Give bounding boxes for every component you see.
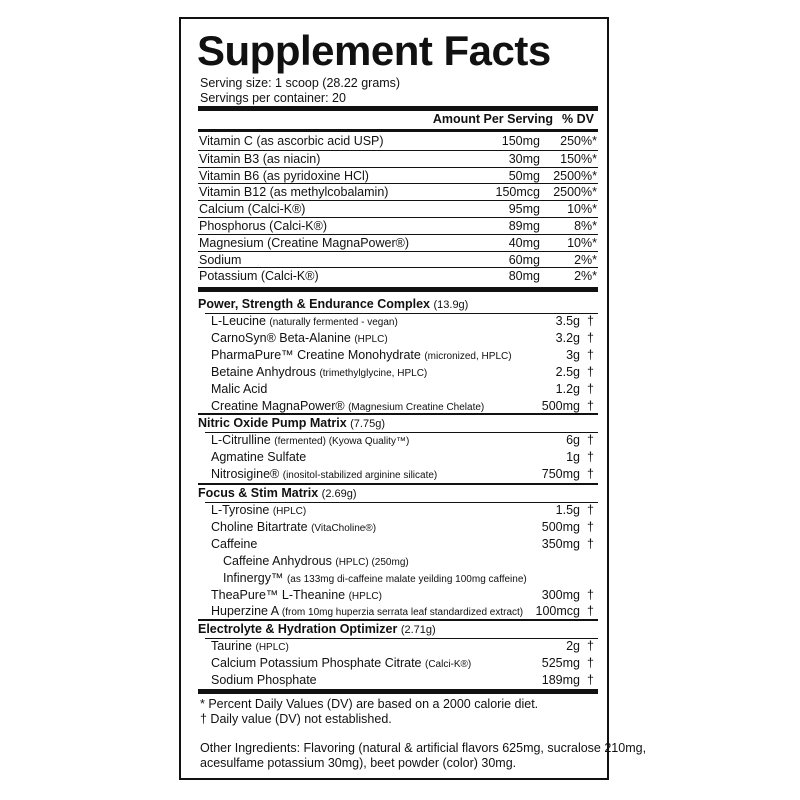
- ingredient-name: [223, 553, 409, 571]
- nutrient-dv: 10%*: [567, 235, 597, 250]
- nutrient-name: Vitamin B12 (as methylcobalamin): [199, 185, 389, 200]
- section-weight: (2.69g): [321, 488, 357, 500]
- ingredient-row: [205, 587, 598, 604]
- ingredient-name: [211, 638, 289, 656]
- ingredient-note: (fermented) (Kyowa Quality™): [274, 436, 410, 447]
- nutrient-name: Vitamin B6 (as pyridoxine HCl): [199, 168, 369, 183]
- servings-per-container: Servings per container: 20: [200, 91, 346, 105]
- label-title: Supplement Facts: [197, 27, 551, 74]
- nutrient-row: [198, 217, 598, 234]
- nutrient-dv: 8%*: [574, 219, 597, 233]
- ingredient-name: [211, 330, 388, 348]
- nutrient-dv: 10%*: [567, 202, 597, 217]
- nutrient-amount: 50mg: [508, 168, 540, 183]
- ingredient-note: (from 10mg huperzia serrata leaf standardized extract): [281, 607, 524, 619]
- ingredient-dv: †: [587, 503, 594, 517]
- nutrient-row: [198, 267, 598, 284]
- nutrient-dv: 2500%*: [553, 185, 597, 200]
- ingredient-row: [205, 381, 598, 398]
- ingredient-row: [205, 672, 598, 689]
- ingredient-note: (micronized, HPLC): [424, 350, 512, 362]
- thick-divider-vitamins: [198, 287, 598, 292]
- nutrient-row: [198, 133, 598, 150]
- nutrient-amount: 150mcg: [495, 185, 540, 200]
- section-heading: [198, 484, 598, 502]
- section-weight: (2.71g): [400, 624, 436, 636]
- ingredient-dv: †: [587, 314, 594, 328]
- ingredient-label: L-Tyrosine: [211, 503, 270, 517]
- ingredient-amount: 750mg: [541, 466, 580, 481]
- nutrient-amount: 80mg: [508, 269, 540, 284]
- ingredient-amount: 2.5g: [555, 364, 580, 379]
- ingredient-dv: †: [587, 655, 594, 670]
- dv-header: % DV: [562, 112, 594, 126]
- ingredient-note: (naturally fermented - vegan): [269, 317, 398, 328]
- section-weight: (7.75g): [350, 418, 385, 430]
- ingredient-dv: †: [587, 433, 594, 447]
- ingredient-dv: †: [587, 381, 594, 396]
- ingredient-row: [205, 502, 598, 519]
- ingredient-label: L-Leucine: [211, 314, 266, 328]
- ingredient-note: (HPLC): [348, 590, 382, 602]
- section-heading: [198, 295, 598, 313]
- ingredient-name: [223, 570, 527, 588]
- nutrient-name: Sodium: [199, 252, 242, 267]
- nutrient-amount: 89mg: [508, 219, 540, 233]
- column-header: [198, 112, 598, 129]
- ingredient-amount: 1g: [566, 449, 580, 464]
- ingredient-note: (Calci-K®): [425, 658, 472, 670]
- ingredient-amount: 3.2g: [555, 330, 580, 345]
- ingredient-note: (HPLC): [354, 333, 388, 345]
- ingredient-row: [205, 655, 598, 672]
- ingredient-dv: †: [587, 587, 594, 602]
- ingredient-note: (inositol-stabilized arginine silicate): [282, 469, 438, 481]
- ingredient-label: Malic Acid: [211, 381, 268, 396]
- ingredient-label: Nitrosigine®: [211, 466, 280, 481]
- ingredient-dv: †: [587, 604, 594, 619]
- ingredient-row: [205, 466, 598, 483]
- ingredient-label: Caffeine Anhydrous: [223, 553, 332, 568]
- ingredient-amount: 2g: [566, 639, 580, 653]
- ingredient-label: Caffeine: [211, 536, 258, 551]
- ingredient-row: [205, 398, 598, 415]
- ingredient-row: [205, 313, 598, 330]
- ingredient-label: Creatine MagnaPower®: [211, 398, 345, 413]
- ingredient-label: Sodium Phosphate: [211, 672, 317, 687]
- ingredient-row: [205, 432, 598, 449]
- nutrient-dv: 150%*: [560, 151, 597, 166]
- ingredient-amount: 500mg: [541, 519, 580, 534]
- nutrient-name: Calcium (Calci-K®): [199, 202, 306, 217]
- ingredient-note: (trimethylglycine, HPLC): [319, 367, 428, 379]
- ingredient-label: L-Citrulline: [211, 433, 271, 447]
- section-name: Focus & Stim Matrix: [198, 486, 319, 500]
- other-ingredients-line-2: acesulfame potassium 30mg), beet powder (color) 30mg.: [200, 756, 517, 770]
- thick-divider-bottom: [198, 689, 598, 694]
- footnote-dagger: † Daily value (DV) not established.: [200, 712, 392, 726]
- ingredient-label: Calcium Potassium Phosphate Citrate: [211, 655, 422, 670]
- ingredient-dv: †: [587, 536, 594, 551]
- ingredient-dv: †: [587, 330, 594, 345]
- ingredient-amount: 300mg: [541, 587, 580, 602]
- ingredient-amount: 350mg: [541, 536, 580, 551]
- ingredient-note: (as 133mg di-caffeine malate yeilding 100mg caffeine): [286, 573, 527, 585]
- section-heading: [198, 620, 598, 638]
- ingredient-name: [211, 655, 471, 673]
- ingredient-row: [205, 638, 598, 655]
- ingredient-dv: †: [587, 466, 594, 481]
- ingredient-row: [205, 553, 598, 570]
- ingredient-label: Infinergy™: [223, 570, 284, 585]
- nutrient-name: Vitamin C (as ascorbic acid USP): [199, 134, 384, 148]
- thick-divider-top: [198, 106, 598, 111]
- ingredient-dv: †: [587, 672, 594, 687]
- ingredient-name: [211, 381, 267, 399]
- section-name: Nitric Oxide Pump Matrix: [198, 416, 347, 430]
- nutrient-row: [198, 234, 598, 251]
- nutrient-dv: 250%*: [560, 134, 597, 148]
- footnote-dv: * Percent Daily Values (DV) are based on a 2000 calorie diet.: [200, 697, 539, 711]
- nutrient-row: [198, 167, 598, 184]
- other-ingredients-line-1: Other Ingredients: Flavoring (natural & artificial flavors 625mg, sucralose 210mg,: [200, 741, 647, 755]
- ingredient-name: [211, 466, 437, 484]
- nutrient-amount: 40mg: [508, 235, 540, 250]
- ingredient-label: Agmatine Sulfate: [211, 449, 307, 464]
- ingredient-label: CarnoSyn® Beta-Alanine: [211, 330, 351, 345]
- serving-size: Serving size: 1 scoop (28.22 grams): [200, 76, 401, 90]
- ingredient-amount: 1.5g: [555, 503, 580, 517]
- ingredient-row: [205, 570, 598, 587]
- ingredient-name: [211, 536, 257, 554]
- nutrient-row: [198, 150, 598, 167]
- ingredient-note: (HPLC): [255, 642, 289, 653]
- ingredient-name: [211, 502, 306, 520]
- ingredient-row: [205, 347, 598, 364]
- ingredient-name: [211, 432, 409, 450]
- nutrient-dv: 2500%*: [553, 168, 597, 183]
- ingredient-amount: 3.5g: [555, 314, 580, 328]
- ingredient-name: [211, 364, 427, 382]
- ingredient-name: [211, 519, 376, 537]
- nutrient-amount: 150mg: [501, 134, 540, 148]
- ingredient-dv: †: [587, 449, 594, 464]
- ingredient-dv: †: [587, 364, 594, 379]
- ingredient-amount: 100mcg: [535, 604, 580, 619]
- ingredient-amount: 6g: [566, 433, 580, 447]
- ingredient-label: Betaine Anhydrous: [211, 364, 316, 379]
- ingredient-amount: 3g: [566, 347, 580, 362]
- ingredient-name: [211, 313, 398, 331]
- section-weight: (13.9g): [433, 299, 469, 311]
- amount-per-serving-header: Amount Per Serving: [432, 112, 553, 126]
- ingredient-name: [211, 449, 306, 467]
- nutrient-name: Vitamin B3 (as niacin): [199, 151, 321, 166]
- ingredient-label: Choline Bitartrate: [211, 519, 308, 534]
- ingredient-dv: †: [587, 398, 594, 413]
- ingredient-note: (Magnesium Creatine Chelate): [348, 401, 485, 413]
- ingredient-amount: 189mg: [541, 672, 580, 687]
- ingredient-note: (HPLC) (250mg): [335, 556, 409, 568]
- nutrient-row: [198, 200, 598, 217]
- nutrient-row: [198, 251, 598, 268]
- ingredient-note: (VitaCholine®): [311, 522, 377, 534]
- ingredient-label: Huperzine A: [211, 604, 279, 619]
- nutrient-dv: 2%*: [574, 269, 597, 284]
- ingredient-label: Taurine: [211, 639, 252, 653]
- ingredient-name: [211, 587, 382, 605]
- nutrient-name: Magnesium (Creatine MagnaPower®): [199, 235, 409, 250]
- ingredient-name: [211, 672, 317, 690]
- ingredient-name: [211, 347, 512, 365]
- nutrient-name: Potassium (Calci-K®): [199, 269, 319, 284]
- nutrient-amount: 60mg: [508, 252, 540, 267]
- section-heading: [198, 414, 598, 432]
- ingredient-note: (HPLC): [272, 506, 307, 517]
- ingredient-row: [205, 449, 598, 466]
- ingredient-dv: †: [587, 639, 594, 653]
- ingredient-row: [205, 330, 598, 347]
- nutrient-name: Phosphorus (Calci-K®): [199, 219, 328, 233]
- ingredient-label: PharmaPure™ Creatine Monohydrate: [211, 347, 421, 362]
- ingredient-row: [205, 519, 598, 536]
- section-name: Electrolyte & Hydration Optimizer: [198, 622, 398, 636]
- header-divider: [198, 129, 598, 132]
- nutrient-row: [198, 183, 598, 200]
- ingredient-amount: 1.2g: [555, 381, 580, 396]
- ingredient-amount: 500mg: [541, 398, 580, 413]
- nutrient-dv: 2%*: [574, 252, 597, 267]
- ingredient-label: TheaPure™ L-Theanine: [211, 587, 346, 602]
- ingredient-row: [205, 603, 598, 620]
- ingredient-dv: †: [587, 347, 594, 362]
- section-name: Power, Strength & Endurance Complex: [198, 297, 430, 311]
- ingredient-row: [205, 364, 598, 381]
- ingredient-dv: †: [587, 519, 594, 534]
- nutrient-amount: 30mg: [508, 151, 540, 166]
- ingredient-row: [205, 536, 598, 553]
- ingredient-amount: 525mg: [541, 655, 580, 670]
- nutrient-amount: 95mg: [508, 202, 540, 217]
